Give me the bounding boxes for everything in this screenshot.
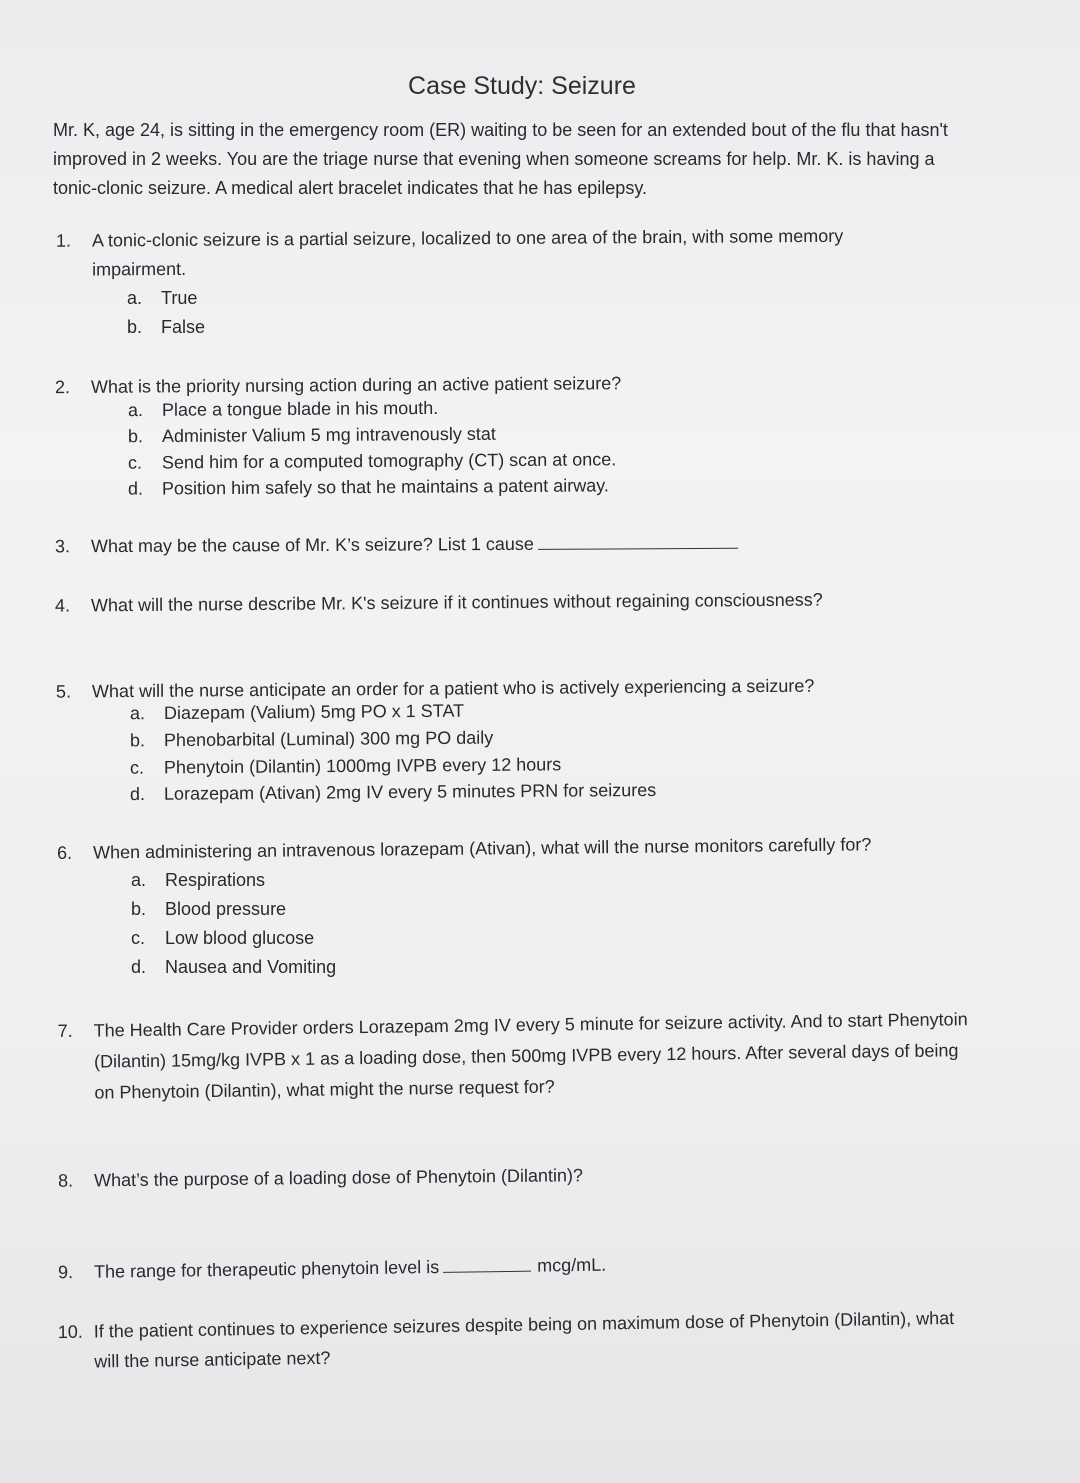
question-7: [57, 1004, 983, 1109]
option-letter: a.: [127, 288, 143, 308]
option-5c[interactable]: [130, 754, 561, 778]
question-text: What’s the purpose of a loading dose of Phenytoin (Dilantin)?: [93, 1165, 584, 1191]
option-letter: c.: [131, 928, 146, 948]
option-letter: c.: [127, 452, 143, 473]
option-letter: a.: [127, 399, 144, 421]
option-letter: b.: [131, 899, 147, 919]
question-text: What is the priority nursing action during an active patient seizure?: [90, 373, 622, 397]
question-1: [56, 221, 936, 284]
option-text: Phenytoin (Dilantin) 1000mg IVPB every 12 hours: [163, 754, 562, 778]
option-5d[interactable]: [130, 780, 656, 805]
option-2b[interactable]: [128, 424, 496, 448]
option-6b[interactable]: [131, 899, 286, 920]
option-5a[interactable]: [130, 701, 464, 725]
answer-blank[interactable]: [538, 547, 738, 550]
question-10: [58, 1303, 959, 1377]
question-number: 6.: [56, 842, 73, 863]
question-number: 4.: [54, 595, 71, 616]
option-text: Respirations: [165, 870, 266, 890]
option-letter: b.: [127, 426, 144, 447]
question-text: When administering an intravenous lorazepam (Ativan), what will the nurse monitors carefully for?: [92, 834, 872, 863]
question-text: If the patient continues to experience seizures despite being on maximum dose of Phenytoin (Dilantin), what will the nurse anticipate next?: [93, 1307, 955, 1372]
option-6c[interactable]: [131, 928, 314, 949]
option-letter: a.: [131, 870, 147, 890]
option-letter: c.: [129, 757, 145, 778]
option-text: False: [161, 317, 206, 337]
question-number: 3.: [54, 536, 71, 557]
case-intro-paragraph: Mr. K, age 24, is sitting in the emergency room (ER) waiting to be seen for an extended bout of the flu that hasn't improved in 2 weeks. You are the triage nurse that evening when someone screams for help. Mr. K. is having a tonic-clonic seizure. A medical alert bracelet indicates that he has epilepsy.: [53, 120, 948, 198]
option-letter: d.: [131, 957, 147, 977]
option-text: Place a tongue blade in his mouth.: [161, 397, 439, 420]
option-text: Phenobarbital (Luminal) 300 mg PO daily: [163, 727, 494, 751]
option-1a[interactable]: [127, 288, 197, 309]
question-text: What will the nurse anticipate an order for a patient who is actively experiencing a seizure?: [91, 675, 815, 702]
option-letter: b.: [127, 317, 143, 337]
option-letter: d.: [129, 783, 146, 805]
question-2: [55, 367, 955, 402]
answer-blank[interactable]: [443, 1270, 531, 1273]
question-4: [55, 584, 975, 620]
question-number: 5.: [55, 681, 72, 702]
option-letter: d.: [127, 478, 144, 499]
option-text: Low blood glucose: [165, 928, 315, 948]
option-text: Blood pressure: [165, 899, 287, 919]
units-label: mcg/mL.: [537, 1254, 607, 1276]
option-text: Diazepam (Valium) 5mg PO x 1 STAT: [163, 700, 465, 724]
option-text: Lorazepam (Ativan) 2mg IV every 5 minutes PRN for seizures: [163, 779, 657, 804]
question-text: The Health Care Provider orders Lorazepam 2mg IV every 5 minute for seizure activity. And to start Phenytoin (Dilantin) 15mg/kg IVPB x 1 as a loading dose, then 500mg IVPB every 12 hours. After several days of being on Phenytoin (Dilantin), what might the nurse request for?: [93, 1009, 968, 1103]
question-number: 2.: [54, 377, 71, 398]
question-8: [58, 1157, 958, 1195]
question-9: [58, 1246, 958, 1288]
option-2d[interactable]: [128, 475, 609, 499]
option-5b[interactable]: [130, 728, 493, 752]
question-6: [57, 829, 997, 868]
page-title: Case Study: Seizure: [408, 72, 636, 100]
question-number: 9.: [57, 1262, 74, 1283]
option-6d[interactable]: [131, 957, 336, 978]
question-number: 10.: [57, 1321, 84, 1343]
question-number: 1.: [55, 230, 71, 251]
option-text: True: [161, 288, 198, 308]
option-text: Administer Valium 5 mg intravenously stat: [161, 423, 496, 447]
question-text: The range for therapeutic phenytoin level is: [93, 1256, 440, 1282]
option-text: Nausea and Vomiting: [165, 957, 337, 977]
option-1b[interactable]: [127, 317, 205, 338]
question-5: [56, 670, 976, 706]
option-letter: b.: [129, 730, 146, 751]
option-text: Position him safely so that he maintains a patent airway.: [161, 475, 609, 499]
option-letter: a.: [129, 703, 146, 724]
question-text: A tonic-clonic seizure is a partial seizure, localized to one area of the brain, with some memory impairment.: [91, 225, 844, 280]
option-6a[interactable]: [131, 870, 265, 891]
question-number: 8.: [57, 1170, 74, 1191]
option-2a[interactable]: [128, 398, 438, 421]
option-2c[interactable]: [128, 449, 616, 473]
question-3: [55, 528, 955, 562]
question-text: What may be the cause of Mr. K’s seizure? List 1 cause: [90, 533, 534, 557]
question-text: What will the nurse describe Mr. K's seizure if it continues without regaining consciousness?: [90, 589, 823, 616]
option-text: Send him for a computed tomography (CT) scan at once.: [161, 449, 617, 473]
question-number: 7.: [57, 1020, 73, 1042]
